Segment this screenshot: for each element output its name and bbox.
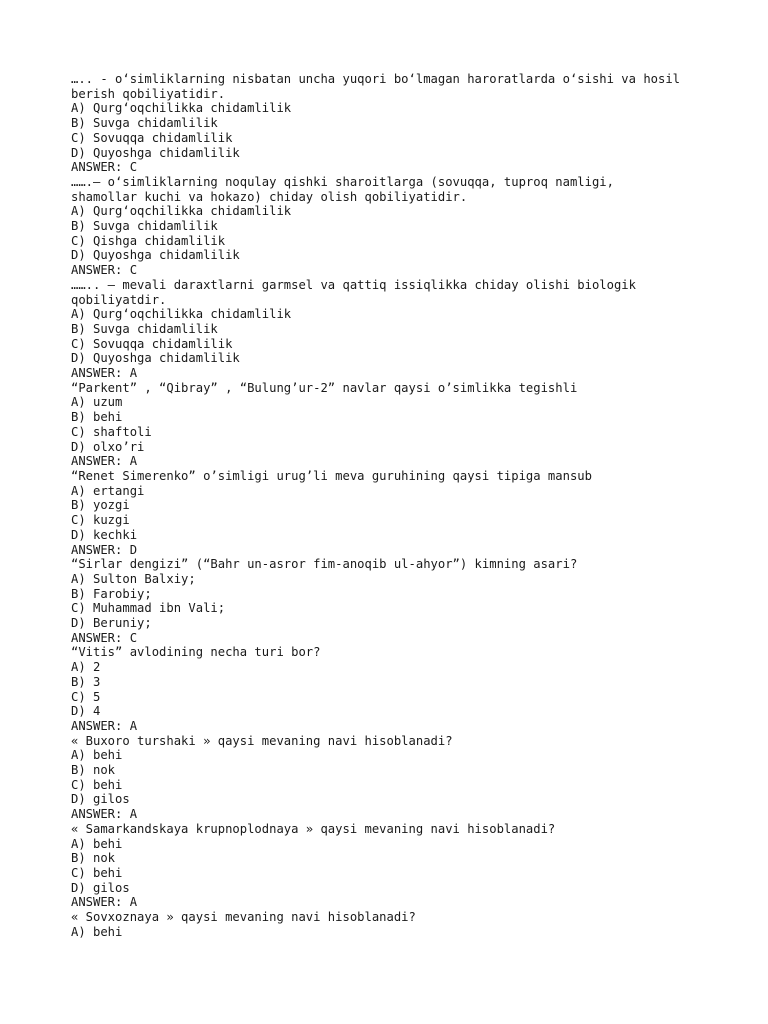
document-line: “Vitis” avlodining necha turi bor? (71, 645, 321, 660)
document-line: ANSWER: C (71, 630, 138, 645)
document-line: A) uzum (71, 395, 123, 410)
document-line: D) Quyoshga chidamlilik (71, 248, 240, 263)
document-line: B) nok (71, 763, 116, 778)
document-line: D) Quyoshga chidamlilik (71, 145, 240, 160)
document-line: ANSWER: A (71, 718, 138, 733)
document-line: berish qobiliyatidir. (71, 86, 226, 101)
document-line: D) 4 (71, 704, 101, 719)
document-line: B) 3 (71, 674, 101, 689)
document-line: « Sovxoznaya » qaysi mevaning navi hisoblanadi? (71, 910, 416, 925)
document-body (71, 72, 711, 939)
document-line: C) 5 (71, 689, 101, 704)
document-line: A) behi (71, 748, 123, 763)
document-line: A) 2 (71, 660, 101, 675)
document-line: D) olxo’ri (71, 439, 145, 454)
document-line: qobiliyatdir. (71, 292, 167, 307)
document-line: D) kechki (71, 527, 138, 542)
document-line: …….. – mevali daraxtlarni garmsel va qattiq issiqlikka chiday olishi biologik (71, 277, 636, 292)
document-line: A) Qurg‘oqchilikka chidamlilik (71, 204, 292, 219)
document-line: B) behi (71, 410, 123, 425)
document-line: C) shaftoli (71, 424, 152, 439)
document-line: B) yozgi (71, 498, 130, 513)
document-line: …….– o‘simliklarning noqulay qishki sharoitlarga (sovuqqa, tuproq namligi, (71, 174, 614, 189)
document-line: B) Farobiy; (71, 586, 152, 601)
document-line: B) Suvga chidamlilik (71, 116, 218, 131)
document-line: A) Qurg‘oqchilikka chidamlilik (71, 101, 292, 116)
document-line: C) Muhammad ibn Vali; (71, 601, 226, 616)
document-line: ANSWER: A (71, 895, 138, 910)
document-line: B) Suvga chidamlilik (71, 219, 218, 234)
document-line: D) Beruniy; (71, 616, 152, 631)
document-line: “Renet Simerenko” o’simligi urug’li meva guruhining qaysi tipiga mansub (71, 468, 592, 483)
document-line: C) Sovuqqa chidamlilik (71, 130, 233, 145)
document-line: A) Qurg‘oqchilikka chidamlilik (71, 307, 292, 322)
document-line: ANSWER: D (71, 542, 138, 557)
document-line: ….. - o‘simliklarning nisbatan uncha yuqori bo‘lmagan haroratlarda o‘sishi va hosil (71, 72, 681, 86)
document-line: ANSWER: C (71, 263, 138, 278)
document-line: ANSWER: A (71, 807, 138, 822)
document-line: “Sirlar dengizi” (“Bahr un-asror fim-anoqib ul-ahyor”) kimning asari? (71, 557, 578, 572)
document-line: A) ertangi (71, 483, 145, 498)
document-line: shamollar kuchi va hokazo) chiday olish qobiliyatidir. (71, 189, 468, 204)
document-line: C) behi (71, 777, 123, 792)
document-line: D) gilos (71, 792, 130, 807)
document-line: C) Qishga chidamlilik (71, 233, 226, 248)
document-line: C) kuzgi (71, 513, 130, 528)
document-line: ANSWER: C (71, 160, 138, 175)
document-line: D) Quyoshga chidamlilik (71, 351, 240, 366)
document-line: ANSWER: A (71, 366, 138, 381)
document-line: C) behi (71, 865, 123, 880)
document-line: A) Sulton Balxiy; (71, 571, 196, 586)
document-line: C) Sovuqqa chidamlilik (71, 336, 233, 351)
document-line: “Parkent” , “Qibray” , “Bulung’ur-2” navlar qaysi o’simlikka tegishli (71, 380, 578, 395)
document-line: « Buxoro turshaki » qaysi mevaning navi hisoblanadi? (71, 733, 453, 748)
document-line: ANSWER: A (71, 454, 138, 469)
document-line: « Samarkandskaya krupnoplodnaya » qaysi mevaning navi hisoblanadi? (71, 821, 556, 836)
document-line: B) nok (71, 851, 116, 866)
document-line: D) gilos (71, 880, 130, 895)
document-line: A) behi (71, 924, 123, 939)
document-line: B) Suvga chidamlilik (71, 321, 218, 336)
document-line: A) behi (71, 836, 123, 851)
